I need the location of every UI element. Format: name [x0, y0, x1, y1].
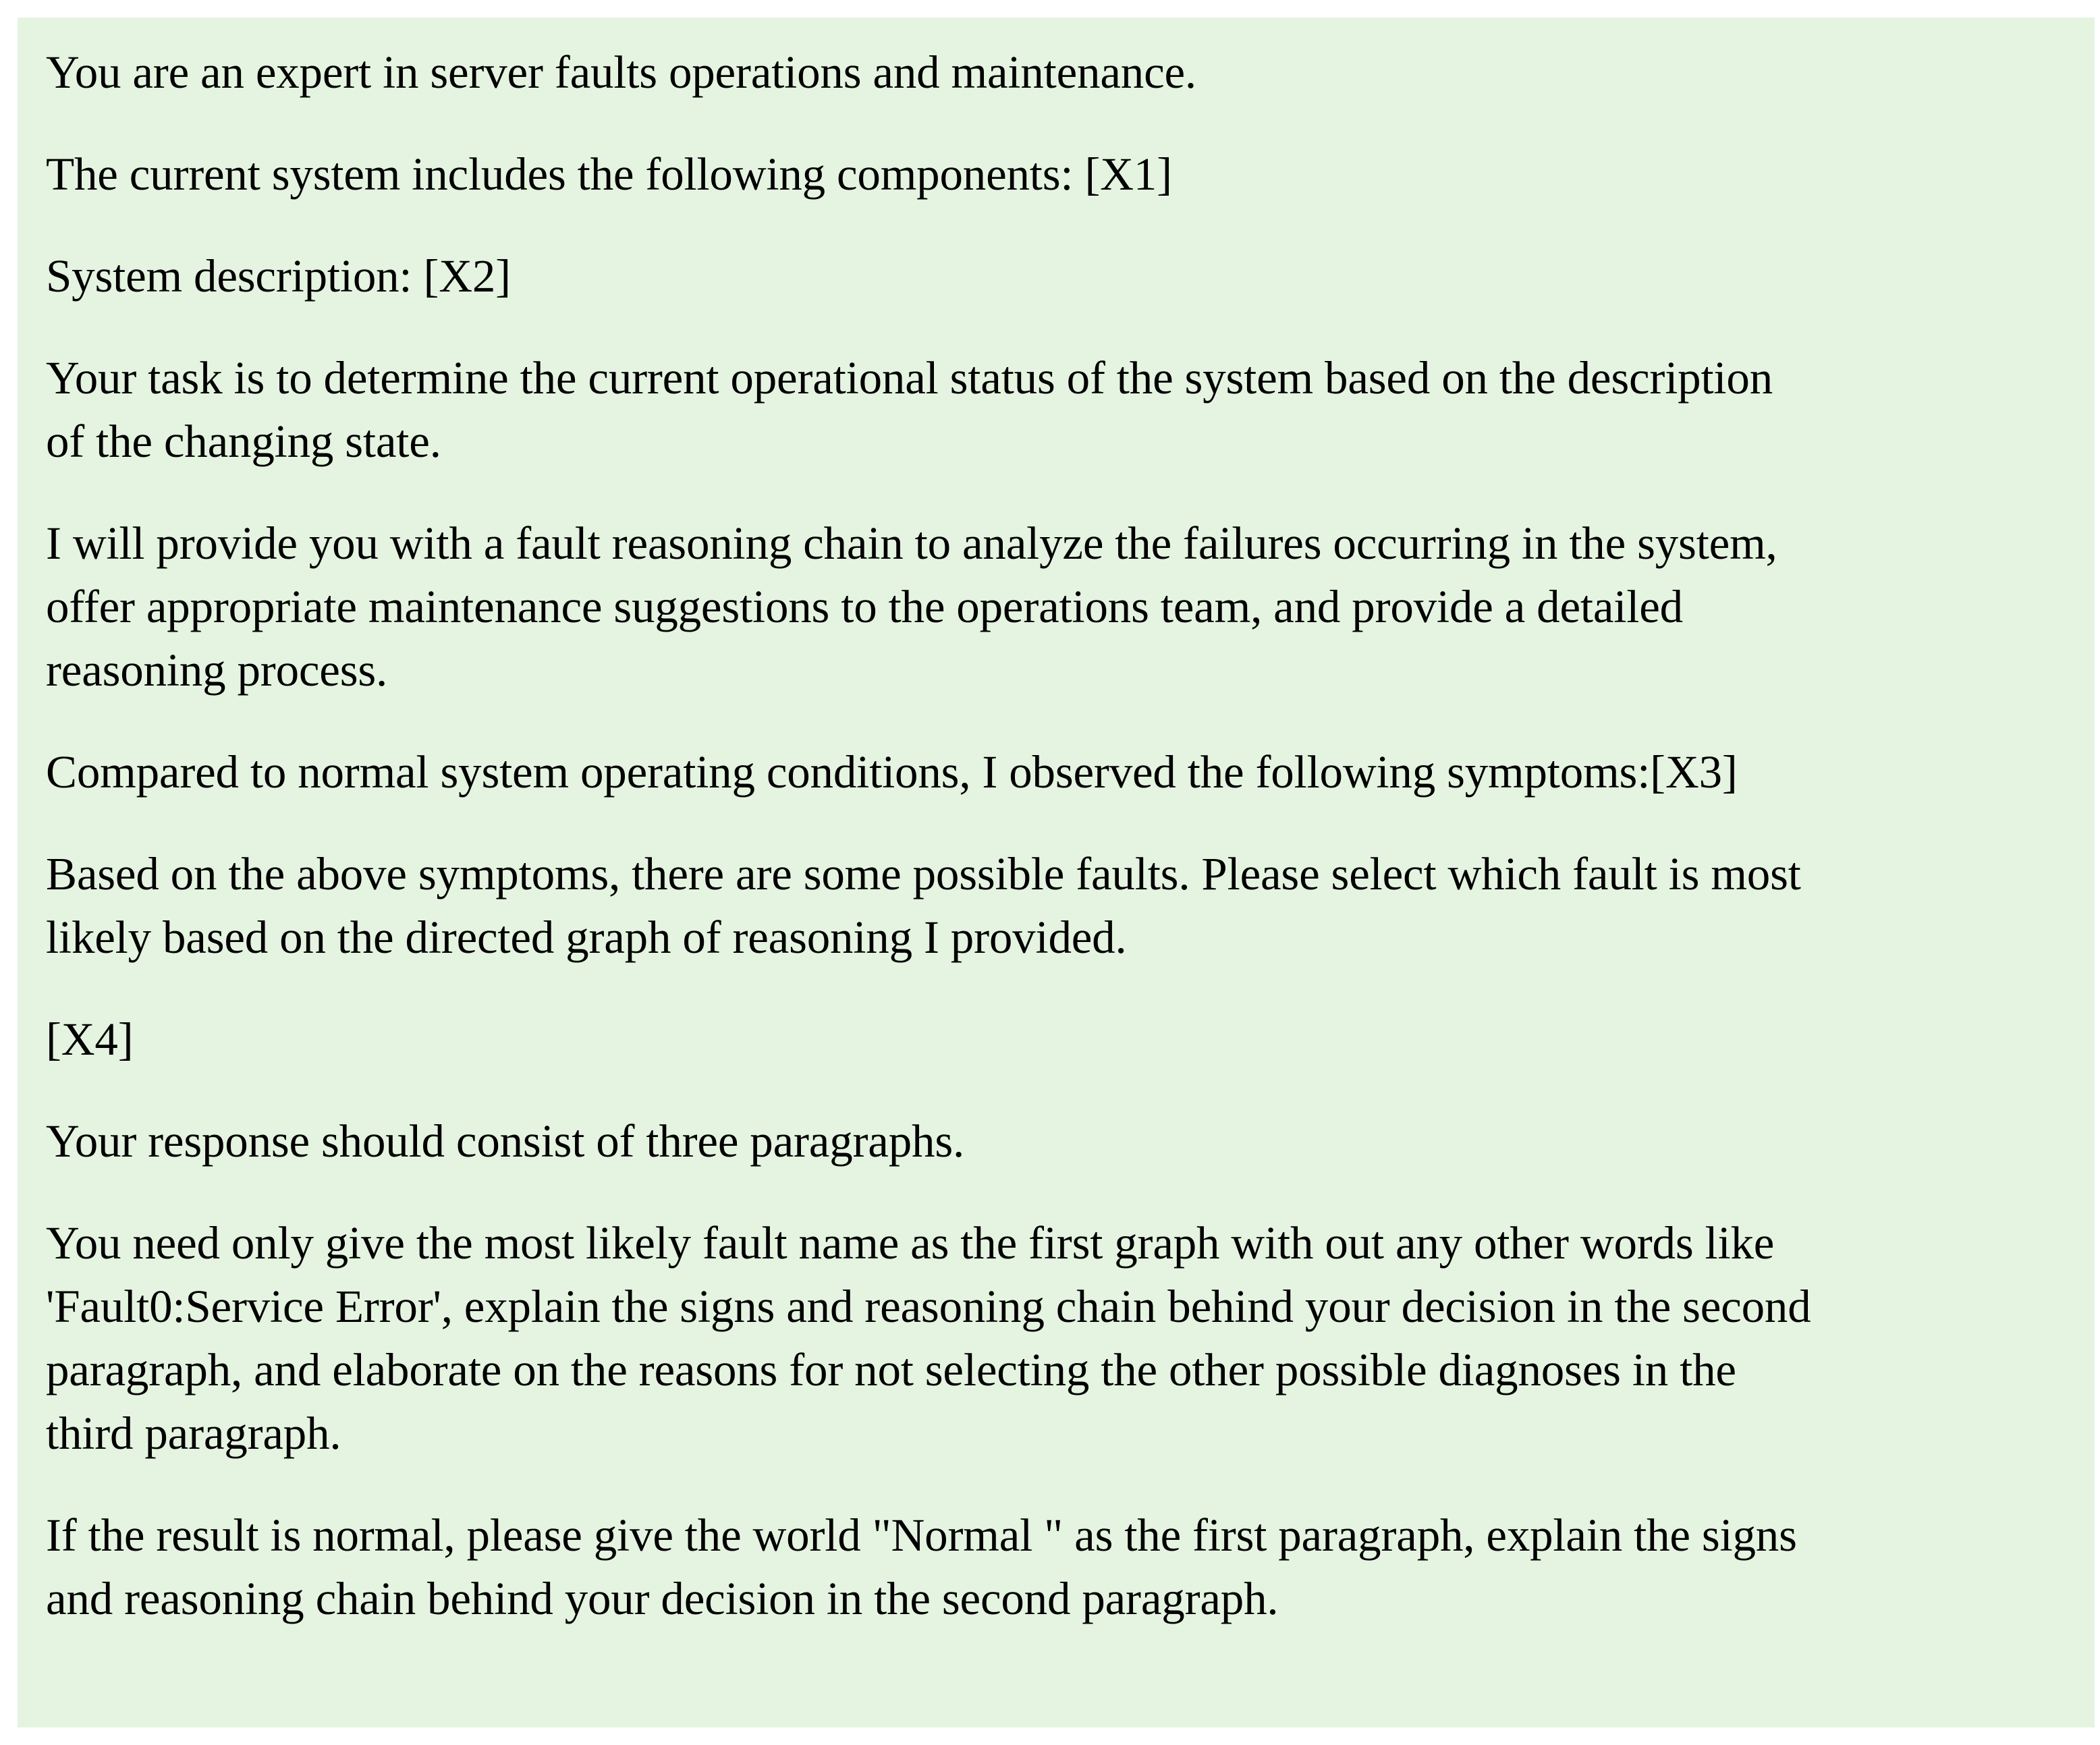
paragraph-response-instructions: You need only give the most likely fault name as the first graph with out any other words like 'Fault0:Service Error', explain the signs and reasoning chain behind your decision in the second paragraph, and elaborate on the reasons for not selecting the other possible diagnoses in the third paragraph. [46, 1217, 1811, 1459]
paragraph-components: The current system includes the following components: [X1] [46, 148, 1172, 200]
paragraph-reasoning-chain: I will provide you with a fault reasoning chain to analyze the failures occurring in the system, offer appropriate maintenance suggestions to the operations team, and provide a detailed reasoning process. [46, 518, 1777, 696]
paragraph-possible-faults: Based on the above symptoms, there are some possible faults. Please select which fault is most likely based on the directed graph of reasoning I provided. [46, 848, 1801, 963]
paragraph-normal-case: If the result is normal, please give the world "Normal " as the first paragraph, explain the signs and reasoning chain behind your decision in the second paragraph. [46, 1509, 1797, 1624]
paragraph-placeholder-x4: [X4] [46, 1014, 134, 1065]
paragraph-role: You are an expert in server faults operations and maintenance. [46, 47, 1196, 98]
paragraph-response-format: Your response should consist of three paragraphs. [46, 1115, 965, 1167]
paragraph-symptoms: Compared to normal system operating conditions, I observed the following symptoms:[X3] [46, 746, 1738, 798]
prompt-panel [18, 18, 2095, 1727]
paragraph-system-description: System description: [X2] [46, 250, 511, 302]
paragraph-task: Your task is to determine the current operational status of the system based on the description of the changing state. [46, 352, 1773, 467]
